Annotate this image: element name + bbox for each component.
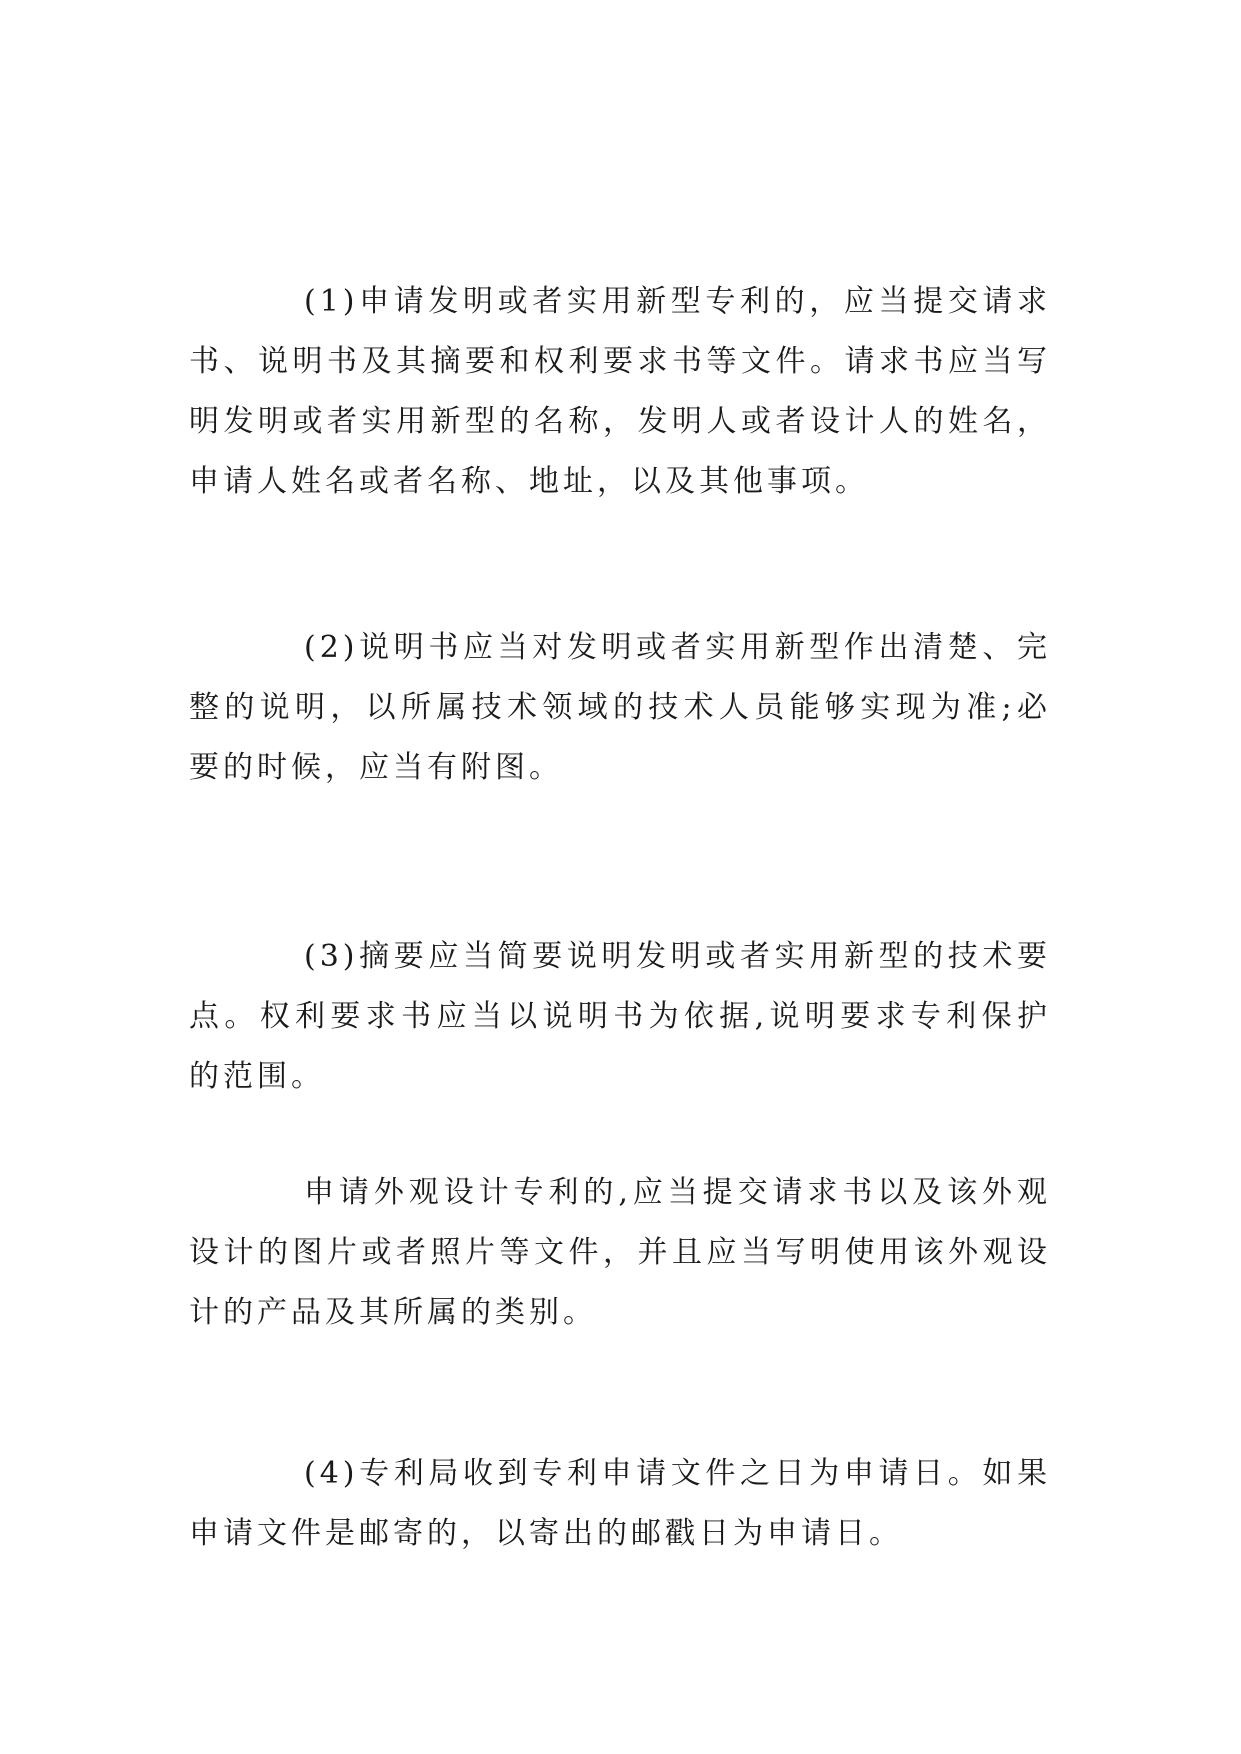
paragraph-abstract-claims: (3)摘要应当简要说明发明或者实用新型的技术要点。权利要求书应当以说明书为依据,说明要求专利保护的范围。 — [189, 939, 1051, 1094]
paragraph-filing-date: (4)专利局收到专利申请文件之日为申请日。如果申请文件是邮寄的，以寄出的邮戳日为申请日。 — [189, 1456, 1051, 1551]
paragraph-design-patent: 申请外观设计专利的,应当提交请求书以及该外观设计的图片或者照片等文件，并且应当写明使用该外观设计的产品及其所属的类别。 — [189, 1175, 1051, 1330]
paragraph-description-requirements: (2)说明书应当对发明或者实用新型作出清楚、完整的说明，以所属技术领域的技术人员能够实现为准;必要的时候，应当有附图。 — [189, 630, 1051, 785]
paragraph-application-documents: (1)申请发明或者实用新型专利的，应当提交请求书、说明书及其摘要和权利要求书等文件。请求书应当写明发明或者实用新型的名称，发明人或者设计人的姓名，申请人姓名或者名称、地址，以及其他事项。 — [189, 284, 1051, 499]
